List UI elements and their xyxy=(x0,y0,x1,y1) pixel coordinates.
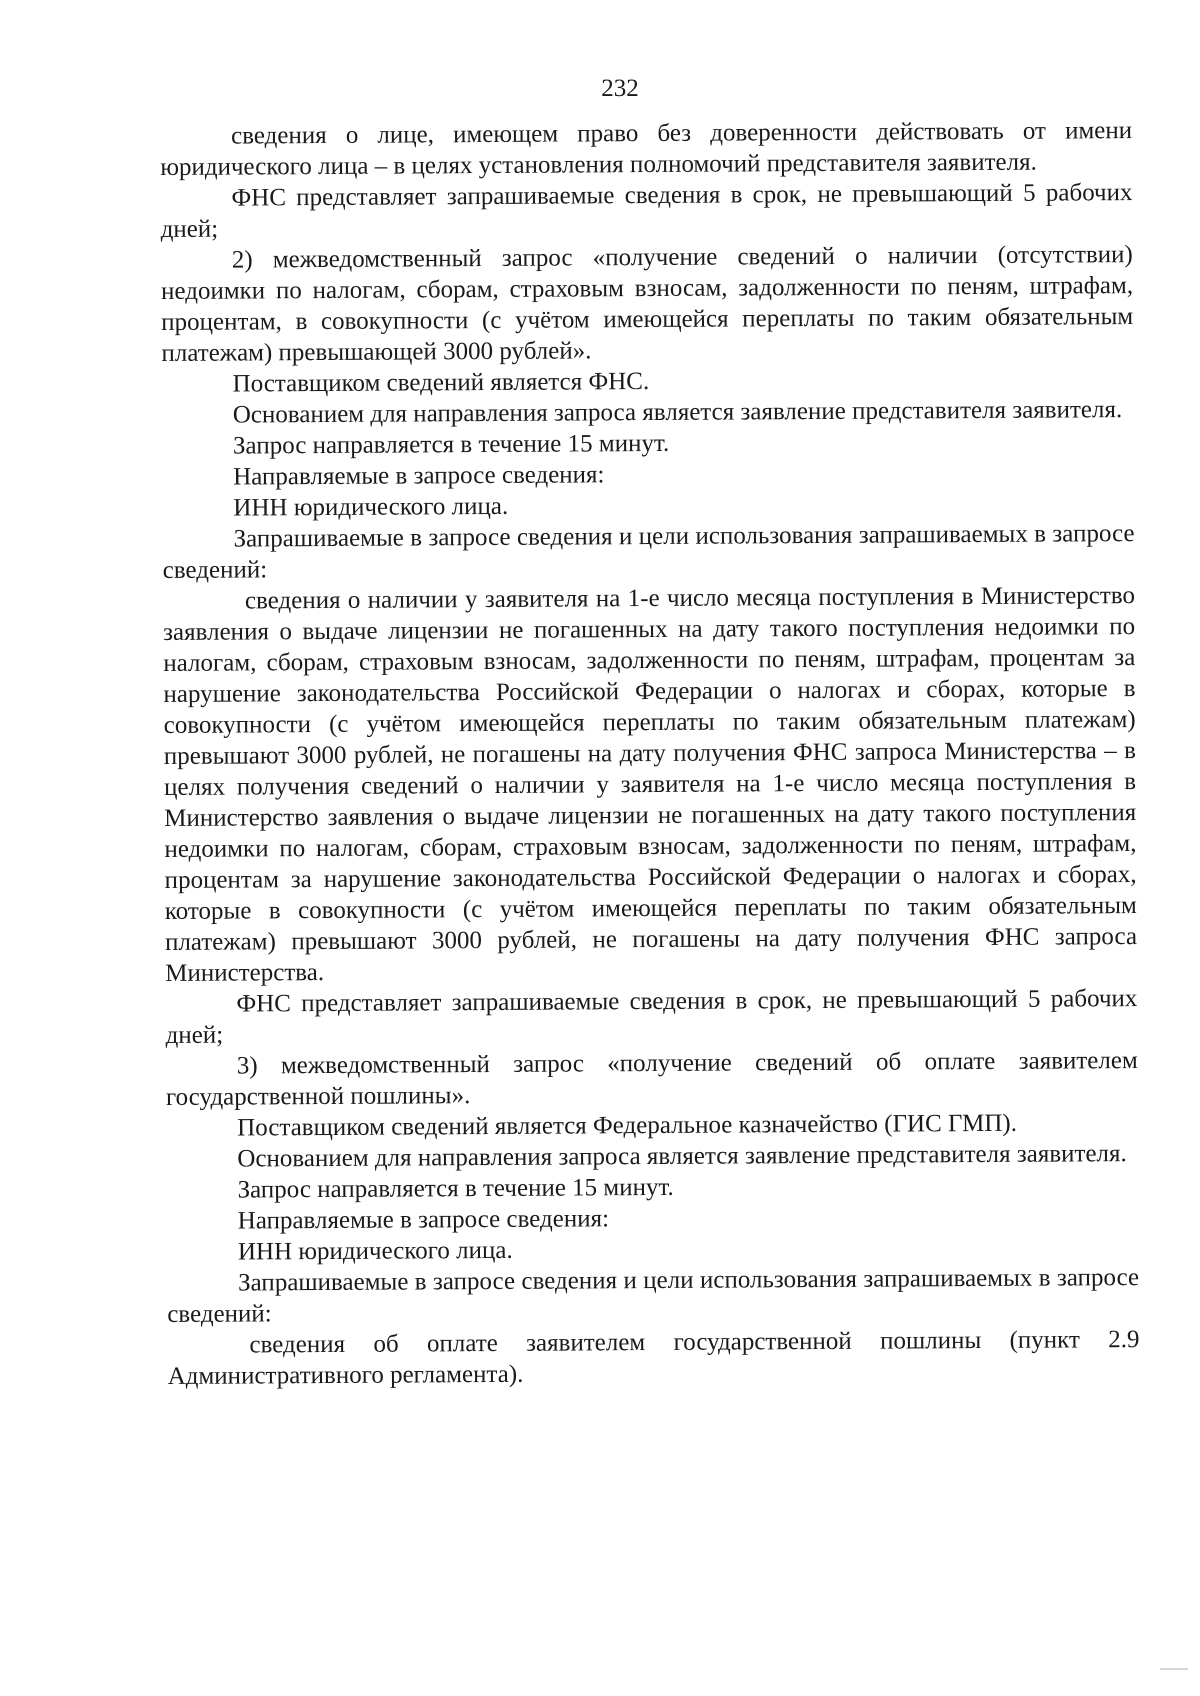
paragraph: Поставщиком сведений является ФНС. xyxy=(232,368,650,398)
paragraph: Запрашиваемые в запросе сведения и цели использования запрашиваемых в запросе сведений: xyxy=(162,520,1135,584)
paragraph: ФНС представляет запрашиваемые сведения в срок, не превышающий 5 рабочих дней; xyxy=(165,985,1138,1049)
paragraph: Запрашиваемые в запросе сведения и цели использования запрашиваемых в запросе сведений: xyxy=(167,1264,1140,1328)
page-number: 232 xyxy=(601,75,639,102)
paragraph: Основанием для направления запроса является заявление представителя заявителя. xyxy=(232,396,1123,429)
paragraph: Основанием для направления запроса является заявление представителя заявителя. xyxy=(237,1140,1127,1173)
paragraph: Запрос направляется в течение 15 минут. xyxy=(237,1173,674,1204)
scan-artifact xyxy=(1160,1668,1188,1670)
paragraph: Запрос направляется в течение 15 минут. xyxy=(232,429,670,460)
paragraph: сведения о лице, имеющем право без доверенности действовать от имени юридического лица – в целях установления полномочий представителя заявителя. xyxy=(160,117,1133,181)
paragraph: 3) межведомственный запрос «получение сведений об оплате заявителем государственной пошлины». xyxy=(165,1047,1138,1111)
paragraph: сведения об оплате заявителем государственной пошлины (пункт 2.9 Административного регламента). xyxy=(167,1326,1140,1390)
paragraph: ФНС представляет запрашиваемые сведения в срок, не превышающий 5 рабочих дней; xyxy=(160,179,1133,243)
paragraph: 2) межведомственный запрос «получение сведений о наличии (отсутствии) недоимки по налогам, сборам, страховым взносам, задолженности по пеням, штрафам, процентам, в совокупности (с учётом имеющейся переплаты по таким обязательным платежам) превышающей 3000 рублей». xyxy=(160,241,1134,367)
paragraph: Направляемые в запросе сведения: xyxy=(237,1205,610,1235)
paragraph: Поставщиком сведений является Федеральное казначейство (ГИС ГМП). xyxy=(237,1109,1018,1142)
paragraph: сведения о наличии у заявителя на 1-е число месяца поступления в Министерство заявления о выдаче лицензии не погашенных на дату такого поступления недоимки по налогам, сборам, страховым взносам, задолженности по пеням, штрафам, процентам за нарушение законодательства Российской Федерации о налогах и сборах, которые в совокупности (с учётом имеющейся переплаты по таким обязательным платежам) превышают 3000 рублей, не погашены на дату получения ФНС запроса Министерства – в целях получения сведений о наличии у заявителя на 1-е число месяца поступления в Министерство заявления о выдаче лицензии не погашенных на дату такого поступления недоимки по налогам, сборам, страховым взносам, задолженности по пеням, штрафам, процентам за нарушение законодательства Российской Федерации о налогах и сборах, которые в совокупности (с учётом имеющейся переплаты по таким обязательным платежам) превышают 3000 рублей, не погашены на дату получения ФНС запроса Министерства. xyxy=(163,582,1138,987)
paragraph: Направляемые в запросе сведения: xyxy=(233,461,605,491)
paragraph: ИНН юридического лица. xyxy=(237,1236,513,1266)
paragraph: ИНН юридического лица. xyxy=(233,492,509,522)
document-body xyxy=(160,115,1140,1392)
